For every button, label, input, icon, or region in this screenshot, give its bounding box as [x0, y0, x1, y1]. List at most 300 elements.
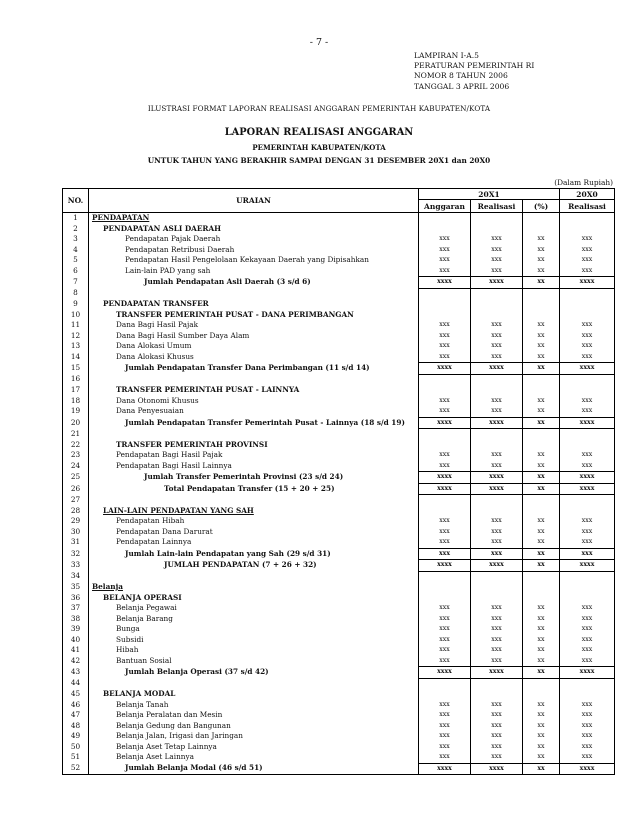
- table-row: [63, 678, 615, 689]
- realisasi0-value: xxx: [560, 710, 615, 721]
- row-label: Total Pendapatan Transfer (15 + 20 + 25): [164, 483, 335, 493]
- anggaran-value: xxx: [419, 721, 471, 732]
- table-row: [63, 450, 615, 461]
- persen-value: [523, 299, 560, 310]
- realisasi0-value: xxxx: [560, 763, 615, 775]
- row-label: Dana Bagi Hasil Sumber Daya Alam: [116, 330, 250, 340]
- realisasi-value: xxx: [471, 537, 523, 548]
- realisasi-value: [471, 440, 523, 451]
- budget-realization-table: [62, 188, 615, 775]
- realisasi-value: xxx: [471, 548, 523, 560]
- lampiran-block: [414, 51, 534, 92]
- persen-value: xx: [523, 341, 560, 352]
- table-row: [63, 374, 615, 385]
- row-uraian: [89, 582, 419, 593]
- row-label: Bantuan Sosial: [116, 655, 172, 665]
- row-number: 21: [63, 429, 89, 440]
- row-label: PENDAPATAN: [92, 213, 150, 222]
- row-label: Belanja Gedung dan Bangunan: [116, 720, 231, 730]
- table-row: [63, 537, 615, 548]
- persen-value: xx: [523, 603, 560, 614]
- row-uraian: [89, 385, 419, 396]
- persen-value: xx: [523, 721, 560, 732]
- realisasi-value: xxxx: [471, 363, 523, 375]
- realisasi0-value: xxx: [560, 614, 615, 625]
- row-label: Pendapatan Lainnya: [116, 537, 192, 547]
- anggaran-value: xxx: [419, 527, 471, 538]
- table-row: [63, 603, 615, 614]
- anggaran-value: xxxx: [419, 277, 471, 289]
- row-uraian: [89, 624, 419, 635]
- row-uraian: [89, 614, 419, 625]
- realisasi0-value: [560, 689, 615, 700]
- realisasi0-value: [560, 571, 615, 582]
- row-number: 26: [63, 483, 89, 495]
- realisasi0-value: [560, 678, 615, 689]
- row-uraian: [89, 710, 419, 721]
- report-period: UNTUK TAHUN YANG BERAKHIR SAMPAI DENGAN 31 DESEMBER 20X1 dan 20X0: [147, 156, 491, 165]
- realisasi-value: xxx: [471, 450, 523, 461]
- row-label: TRANSFER PEMERINTAH PROVINSI: [116, 439, 268, 449]
- anggaran-value: xxxx: [419, 667, 471, 679]
- table-row: [63, 341, 615, 352]
- persen-value: [523, 689, 560, 700]
- anggaran-value: xxx: [419, 742, 471, 753]
- row-label: Pendapatan Dana Darurat: [116, 526, 213, 536]
- anggaran-value: xxx: [419, 624, 471, 635]
- realisasi0-value: xxx: [560, 537, 615, 548]
- row-number: 45: [63, 689, 89, 700]
- row-uraian: [89, 516, 419, 527]
- row-label: PENDAPATAN TRANSFER: [103, 299, 209, 308]
- row-label: Dana Alokasi Khusus: [116, 351, 194, 361]
- anggaran-value: xxxx: [419, 560, 471, 572]
- realisasi0-value: xxxx: [560, 483, 615, 495]
- persen-value: xx: [523, 710, 560, 721]
- realisasi-value: xxx: [471, 635, 523, 646]
- realisasi0-value: xxx: [560, 341, 615, 352]
- persen-value: xx: [523, 255, 560, 266]
- row-uraian: [89, 277, 419, 289]
- anggaran-value: xxx: [419, 731, 471, 742]
- report-title: LAPORAN REALISASI ANGGARAN: [224, 127, 414, 138]
- row-label: Jumlah Pendapatan Transfer Pemerintah Pusat - Lainnya (18 s/d 19): [125, 417, 405, 427]
- realisasi-value: xxx: [471, 331, 523, 342]
- row-uraian: [89, 310, 419, 321]
- anggaran-value: xxx: [419, 603, 471, 614]
- row-label: Belanja Tanah: [116, 699, 169, 709]
- realisasi-value: [471, 571, 523, 582]
- realisasi-value: xxxx: [471, 483, 523, 495]
- realisasi-value: xxx: [471, 624, 523, 635]
- table-row: [63, 483, 615, 495]
- realisasi0-value: xxx: [560, 255, 615, 266]
- anggaran-value: [419, 224, 471, 235]
- anggaran-value: xxx: [419, 266, 471, 277]
- row-label: Pendapatan Retribusi Daerah: [125, 244, 235, 254]
- realisasi-value: xxxx: [471, 417, 523, 429]
- anggaran-value: xxx: [419, 320, 471, 331]
- anggaran-value: [419, 495, 471, 506]
- entity-name: PEMERINTAH KABUPATEN/KOTA: [252, 143, 386, 152]
- realisasi0-value: xxx: [560, 742, 615, 753]
- table-row: [63, 417, 615, 429]
- row-uraian: [89, 495, 419, 506]
- realisasi0-value: [560, 310, 615, 321]
- persen-value: xx: [523, 406, 560, 417]
- row-number: 10: [63, 310, 89, 321]
- anggaran-value: xxx: [419, 341, 471, 352]
- row-label: Belanja Aset Lainnya: [116, 752, 194, 762]
- row-number: 23: [63, 450, 89, 461]
- row-number: 50: [63, 742, 89, 753]
- realisasi-value: [471, 224, 523, 235]
- table-row: [63, 548, 615, 560]
- row-number: 16: [63, 374, 89, 385]
- col-anggaran-header: Anggaran: [419, 200, 471, 213]
- row-uraian: [89, 667, 419, 679]
- anggaran-value: xxxx: [419, 363, 471, 375]
- row-uraian: [89, 374, 419, 385]
- row-number: 35: [63, 582, 89, 593]
- realisasi-value: xxx: [471, 527, 523, 538]
- row-number: 14: [63, 352, 89, 363]
- row-label: Dana Penyesuaian: [116, 406, 184, 416]
- realisasi-value: [471, 678, 523, 689]
- table-row: [63, 385, 615, 396]
- row-number: 15: [63, 363, 89, 375]
- persen-value: [523, 374, 560, 385]
- row-label: Belanja: [92, 582, 123, 591]
- anggaran-value: xxx: [419, 548, 471, 560]
- row-label: TRANSFER PEMERINTAH PUSAT - LAINNYA: [116, 385, 300, 394]
- row-uraian: [89, 429, 419, 440]
- anggaran-value: xxxx: [419, 472, 471, 484]
- realisasi0-value: [560, 299, 615, 310]
- table-row: [63, 320, 615, 331]
- anggaran-value: [419, 689, 471, 700]
- realisasi-value: [471, 506, 523, 517]
- row-uraian: [89, 483, 419, 495]
- realisasi0-value: [560, 374, 615, 385]
- realisasi0-value: xxx: [560, 245, 615, 256]
- row-label: Jumlah Pendapatan Asli Daerah (3 s/d 6): [144, 277, 311, 286]
- row-label: PENDAPATAN ASLI DAERAH: [103, 223, 222, 233]
- row-number: 6: [63, 266, 89, 277]
- table-row: [63, 710, 615, 721]
- realisasi-value: xxx: [471, 752, 523, 763]
- persen-value: xx: [523, 331, 560, 342]
- anggaran-value: xxx: [419, 234, 471, 245]
- table-row: [63, 363, 615, 375]
- row-number: 12: [63, 331, 89, 342]
- row-number: 33: [63, 560, 89, 572]
- table-row: [63, 516, 615, 527]
- persen-value: xx: [523, 752, 560, 763]
- anggaran-value: xxx: [419, 752, 471, 763]
- row-label: Dana Alokasi Umum: [116, 341, 192, 350]
- row-uraian: [89, 363, 419, 375]
- realisasi0-value: [560, 213, 615, 224]
- row-label: Jumlah Belanja Modal (46 s/d 51): [125, 763, 263, 773]
- row-number: 42: [63, 656, 89, 667]
- realisasi-value: xxx: [471, 614, 523, 625]
- realisasi-value: xxx: [471, 406, 523, 417]
- persen-value: xx: [523, 700, 560, 711]
- realisasi-value: [471, 288, 523, 299]
- row-number: 22: [63, 440, 89, 451]
- row-number: 7: [63, 277, 89, 289]
- realisasi0-value: xxx: [560, 656, 615, 667]
- realisasi-value: [471, 495, 523, 506]
- table-row: [63, 472, 615, 484]
- realisasi-value: xxx: [471, 742, 523, 753]
- realisasi0-value: [560, 506, 615, 517]
- row-uraian: [89, 700, 419, 711]
- row-number: 29: [63, 516, 89, 527]
- table-row: [63, 224, 615, 235]
- table-row: [63, 763, 615, 775]
- row-label: Belanja Aset Tetap Lainnya: [116, 741, 217, 751]
- persen-value: xx: [523, 245, 560, 256]
- row-uraian: [89, 645, 419, 656]
- realisasi-value: [471, 582, 523, 593]
- row-uraian: [89, 731, 419, 742]
- table-row: [63, 495, 615, 506]
- anggaran-value: xxx: [419, 537, 471, 548]
- table-row: [63, 461, 615, 472]
- row-number: 25: [63, 472, 89, 484]
- row-label: Jumlah Belanja Operasi (37 s/d 42): [125, 667, 269, 676]
- realisasi-value: xxxx: [471, 560, 523, 572]
- row-label: Lain-lain PAD yang sah: [125, 265, 211, 275]
- table-row: [63, 645, 615, 656]
- row-number: 30: [63, 527, 89, 538]
- anggaran-value: xxx: [419, 700, 471, 711]
- anggaran-value: xxx: [419, 406, 471, 417]
- row-label: LAIN-LAIN PENDAPATAN YANG SAH: [103, 505, 254, 515]
- table-row: [63, 277, 615, 289]
- persen-value: [523, 213, 560, 224]
- persen-value: xx: [523, 363, 560, 375]
- row-label: Jumlah Lain-lain Pendapatan yang Sah (29 s/d 31): [125, 548, 331, 558]
- row-number: 27: [63, 495, 89, 506]
- realisasi-value: xxxx: [471, 277, 523, 289]
- persen-value: [523, 495, 560, 506]
- table-row: [63, 656, 615, 667]
- table-row: [63, 742, 615, 753]
- unit-note: (Dalam Rupiah): [554, 178, 613, 187]
- anggaran-value: [419, 571, 471, 582]
- illustration-title: ILUSTRASI FORMAT LAPORAN REALISASI ANGGARAN PEMERINTAH KABUPATEN/KOTA: [147, 104, 491, 113]
- row-label: Belanja Pegawai: [116, 603, 177, 612]
- row-number: 47: [63, 710, 89, 721]
- table-row: [63, 635, 615, 646]
- row-label: JUMLAH PENDAPATAN (7 + 26 + 32): [164, 560, 317, 569]
- row-uraian: [89, 527, 419, 538]
- realisasi0-value: [560, 224, 615, 235]
- table-row: [63, 245, 615, 256]
- row-uraian: [89, 406, 419, 417]
- anggaran-value: xxx: [419, 645, 471, 656]
- persen-value: [523, 288, 560, 299]
- row-uraian: [89, 571, 419, 582]
- persen-value: xx: [523, 320, 560, 331]
- lampiran-line: TANGGAL 3 APRIL 2006: [414, 81, 510, 91]
- col-persen-header: (%): [523, 200, 560, 213]
- col-uraian-header: URAIAN: [89, 189, 419, 213]
- anggaran-value: xxx: [419, 516, 471, 527]
- realisasi-value: xxx: [471, 731, 523, 742]
- row-number: 31: [63, 537, 89, 548]
- row-label: BELANJA OPERASI: [103, 592, 182, 602]
- anggaran-value: xxx: [419, 461, 471, 472]
- persen-value: [523, 224, 560, 235]
- row-uraian: [89, 417, 419, 429]
- row-number: 2: [63, 224, 89, 235]
- table-row: [63, 440, 615, 451]
- realisasi0-value: xxx: [560, 461, 615, 472]
- anggaran-value: xxx: [419, 656, 471, 667]
- row-number: 46: [63, 700, 89, 711]
- row-uraian: [89, 593, 419, 604]
- row-number: 20: [63, 417, 89, 429]
- persen-value: xx: [523, 537, 560, 548]
- table-row: [63, 396, 615, 407]
- lampiran-line: PERATURAN PEMERINTAH RI: [414, 61, 535, 71]
- realisasi-value: [471, 429, 523, 440]
- row-uraian: [89, 635, 419, 646]
- realisasi-value: [471, 299, 523, 310]
- row-label: Bunga: [116, 624, 140, 633]
- row-uraian: [89, 763, 419, 775]
- anggaran-value: [419, 385, 471, 396]
- row-number: 36: [63, 593, 89, 604]
- realisasi0-value: xxx: [560, 624, 615, 635]
- table-row: [63, 527, 615, 538]
- lampiran-line: NOMOR 8 TAHUN 2006: [414, 71, 508, 81]
- anggaran-value: xxx: [419, 396, 471, 407]
- persen-value: [523, 506, 560, 517]
- realisasi-value: [471, 593, 523, 604]
- persen-value: [523, 582, 560, 593]
- realisasi0-value: xxx: [560, 450, 615, 461]
- realisasi0-value: xxxx: [560, 363, 615, 375]
- row-label: Belanja Peralatan dan Mesin: [116, 710, 223, 719]
- table-row: [63, 624, 615, 635]
- realisasi0-value: [560, 429, 615, 440]
- col-year0-header: 20X0: [560, 189, 615, 200]
- row-label: Jumlah Pendapatan Transfer Dana Perimbangan (11 s/d 14): [125, 363, 370, 372]
- realisasi0-value: [560, 593, 615, 604]
- table-row: [63, 234, 615, 245]
- row-uraian: [89, 742, 419, 753]
- row-uraian: [89, 266, 419, 277]
- row-uraian: [89, 331, 419, 342]
- persen-value: xx: [523, 527, 560, 538]
- realisasi0-value: xxx: [560, 721, 615, 732]
- table-row: [63, 571, 615, 582]
- col-realisasi-header: Realisasi: [471, 200, 523, 213]
- realisasi0-value: [560, 582, 615, 593]
- persen-value: [523, 385, 560, 396]
- anggaran-value: xxx: [419, 450, 471, 461]
- persen-value: xx: [523, 234, 560, 245]
- row-uraian: [89, 560, 419, 572]
- row-number: 34: [63, 571, 89, 582]
- col-year1-header: 20X1: [419, 189, 560, 200]
- realisasi-value: [471, 689, 523, 700]
- row-label: Belanja Jalan, Irigasi dan Jaringan: [116, 731, 243, 740]
- persen-value: xx: [523, 516, 560, 527]
- persen-value: xx: [523, 352, 560, 363]
- row-uraian: [89, 752, 419, 763]
- row-number: 39: [63, 624, 89, 635]
- persen-value: [523, 440, 560, 451]
- table-row: [63, 331, 615, 342]
- realisasi0-value: xxx: [560, 527, 615, 538]
- anggaran-value: xxx: [419, 710, 471, 721]
- realisasi-value: xxx: [471, 234, 523, 245]
- row-label: Pendapatan Hasil Pengelolaan Kekayaan Daerah yang Dipisahkan: [125, 255, 369, 264]
- realisasi-value: xxxx: [471, 763, 523, 775]
- realisasi0-value: xxx: [560, 234, 615, 245]
- row-uraian: [89, 548, 419, 560]
- persen-value: xx: [523, 667, 560, 679]
- row-number: 51: [63, 752, 89, 763]
- table-row: [63, 506, 615, 517]
- row-label: Jumlah Transfer Pemerintah Provinsi (23 s/d 24): [144, 472, 344, 481]
- realisasi0-value: xxx: [560, 731, 615, 742]
- realisasi0-value: xxxx: [560, 472, 615, 484]
- realisasi-value: xxx: [471, 645, 523, 656]
- table-row: [63, 406, 615, 417]
- row-uraian: [89, 440, 419, 451]
- realisasi0-value: xxx: [560, 700, 615, 711]
- persen-value: xx: [523, 461, 560, 472]
- table-row: [63, 255, 615, 266]
- lampiran-line: LAMPIRAN I-A.5: [414, 51, 479, 60]
- row-number: 11: [63, 320, 89, 331]
- realisasi0-value: xxxx: [560, 560, 615, 572]
- persen-value: xx: [523, 277, 560, 289]
- realisasi0-value: xxx: [560, 752, 615, 763]
- persen-value: xx: [523, 645, 560, 656]
- row-uraian: [89, 689, 419, 700]
- realisasi-value: xxx: [471, 341, 523, 352]
- realisasi-value: [471, 213, 523, 224]
- realisasi-value: xxx: [471, 320, 523, 331]
- row-uraian: [89, 299, 419, 310]
- anggaran-value: [419, 582, 471, 593]
- row-uraian: [89, 320, 419, 331]
- row-number: 41: [63, 645, 89, 656]
- table-row: [63, 560, 615, 572]
- table-row: [63, 721, 615, 732]
- row-number: 9: [63, 299, 89, 310]
- table-row: [63, 700, 615, 711]
- row-label: TRANSFER PEMERINTAH PUSAT - DANA PERIMBANGAN: [116, 309, 354, 319]
- anggaran-value: xxx: [419, 352, 471, 363]
- realisasi0-value: xxx: [560, 548, 615, 560]
- row-label: Dana Bagi Hasil Pajak: [116, 320, 199, 329]
- row-number: 3: [63, 234, 89, 245]
- persen-value: xx: [523, 731, 560, 742]
- row-number: 37: [63, 603, 89, 614]
- persen-value: xx: [523, 656, 560, 667]
- anggaran-value: xxx: [419, 255, 471, 266]
- anggaran-value: xxxx: [419, 417, 471, 429]
